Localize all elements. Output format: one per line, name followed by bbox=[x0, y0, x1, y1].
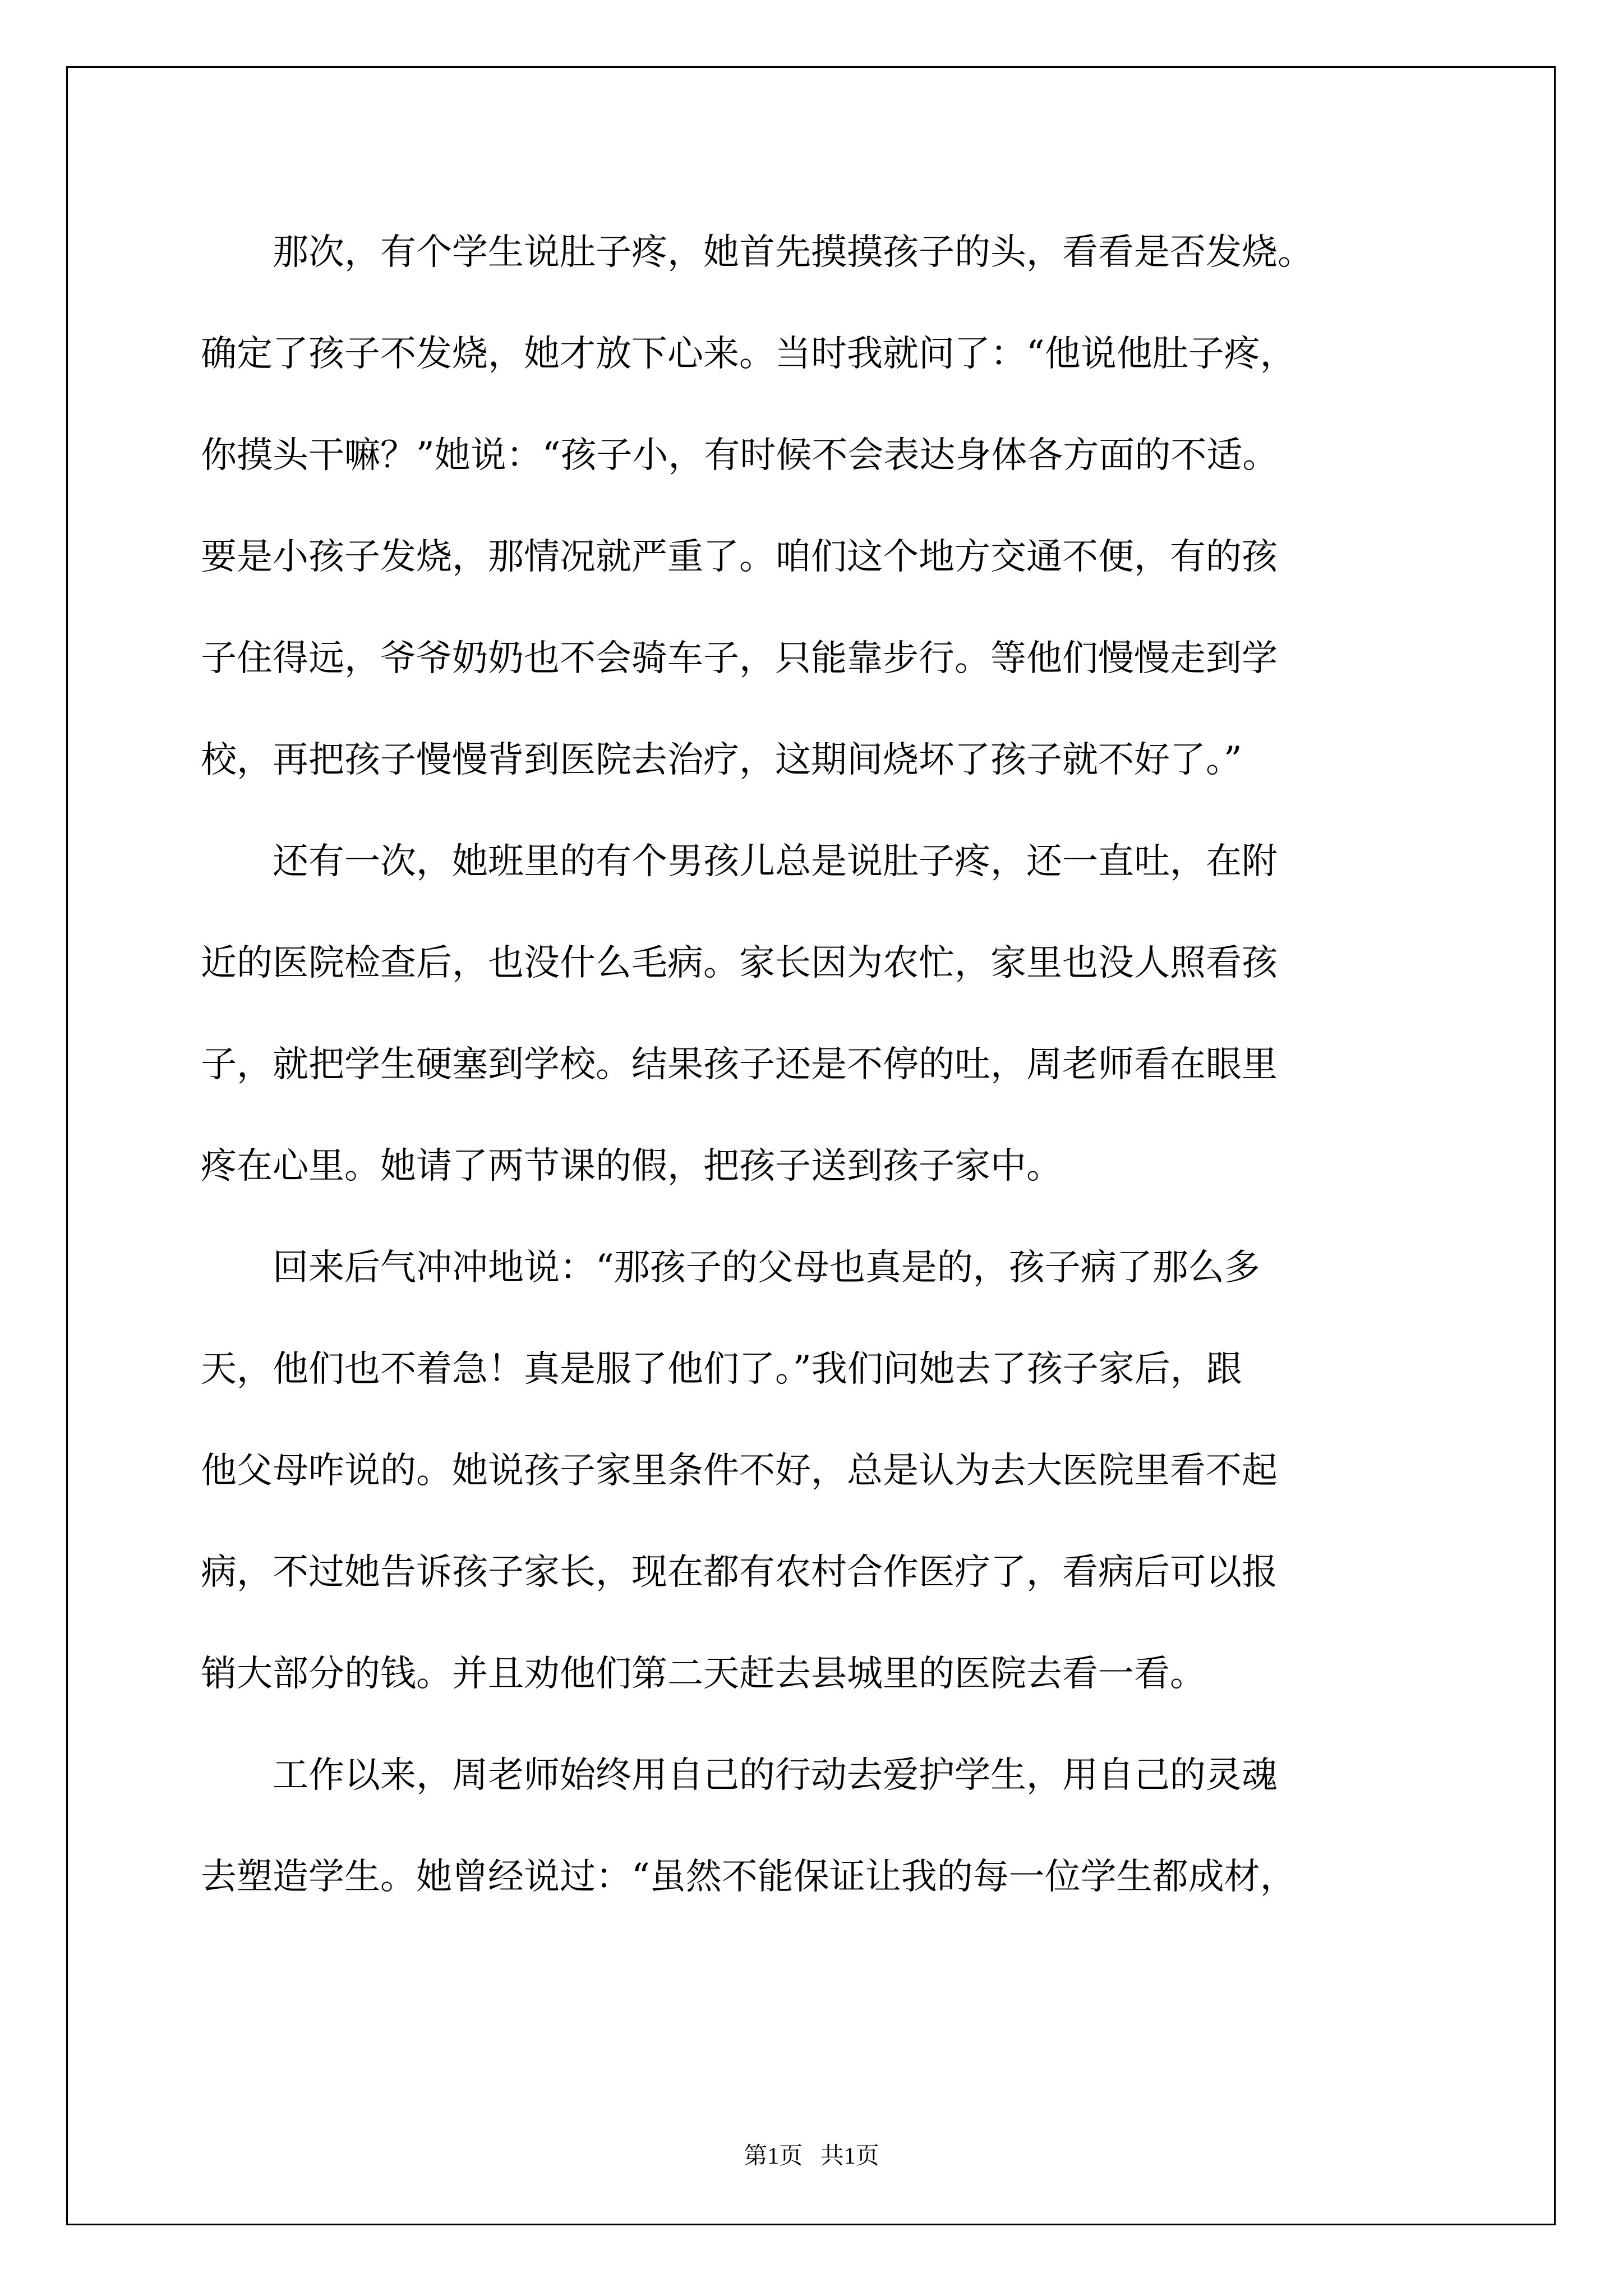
text-line: 工作以来，周老师始终用自己的行动去爱护学生，用自己的灵魂 bbox=[201, 1755, 1278, 1796]
text-line: 子住得远，爷爷奶奶也不会骑车子，只能靠步行。等他们慢慢走到学 bbox=[201, 638, 1278, 679]
text-line: 校，再把孩子慢慢背到医院去治疗，这期间烧坏了孩子就不好了。” bbox=[201, 739, 1242, 781]
text-line: 你摸头干嘛？”她说：“孩子小，有时候不会表达身体各方面的不适。 bbox=[201, 435, 1279, 476]
text-line: 回来后气冲冲地说：“那孩子的父母也真是的，孩子病了那么多 bbox=[201, 1247, 1260, 1289]
text-line: 确定了孩子不发烧，她才放下心来。当时我就问了：“他说他肚子疼， bbox=[201, 333, 1296, 375]
text-line: 疼在心里。她请了两节课的假，把孩子送到孩子家中。 bbox=[201, 1145, 1062, 1187]
text-line: 那次，有个学生说肚子疼，她首先摸摸孩子的头，看看是否发烧。 bbox=[201, 232, 1313, 273]
text-line: 病，不过她告诉孩子家长，现在都有农村合作医疗了，看病后可以报 bbox=[201, 1552, 1278, 1593]
page-footer: 第1页 共1页 bbox=[744, 2143, 879, 2169]
text-line: 要是小孩子发烧，那情况就严重了。咱们这个地方交通不便，有的孩 bbox=[201, 536, 1278, 578]
text-line: 还有一次，她班里的有个男孩儿总是说肚子疼，还一直吐，在附 bbox=[201, 841, 1278, 882]
text-line: 天，他们也不着急！真是服了他们了。”我们问她去了孩子家后，跟 bbox=[201, 1349, 1242, 1390]
text-line: 近的医院检查后，也没什么毛病。家长因为农忙，家里也没人照看孩 bbox=[201, 942, 1278, 984]
document-body bbox=[201, 202, 1442, 1928]
text-line: 销大部分的钱。并且劝他们第二天赶去县城里的医院去看一看。 bbox=[201, 1653, 1206, 1695]
text-line: 子，就把学生硬塞到学校。结果孩子还是不停的吐，周老师看在眼里 bbox=[201, 1044, 1278, 1085]
text-line: 他父母咋说的。她说孩子家里条件不好，总是认为去大医院里看不起 bbox=[201, 1450, 1278, 1492]
text-line: 去塑造学生。她曾经说过：“虽然不能保证让我的每一位学生都成材， bbox=[201, 1856, 1296, 1898]
